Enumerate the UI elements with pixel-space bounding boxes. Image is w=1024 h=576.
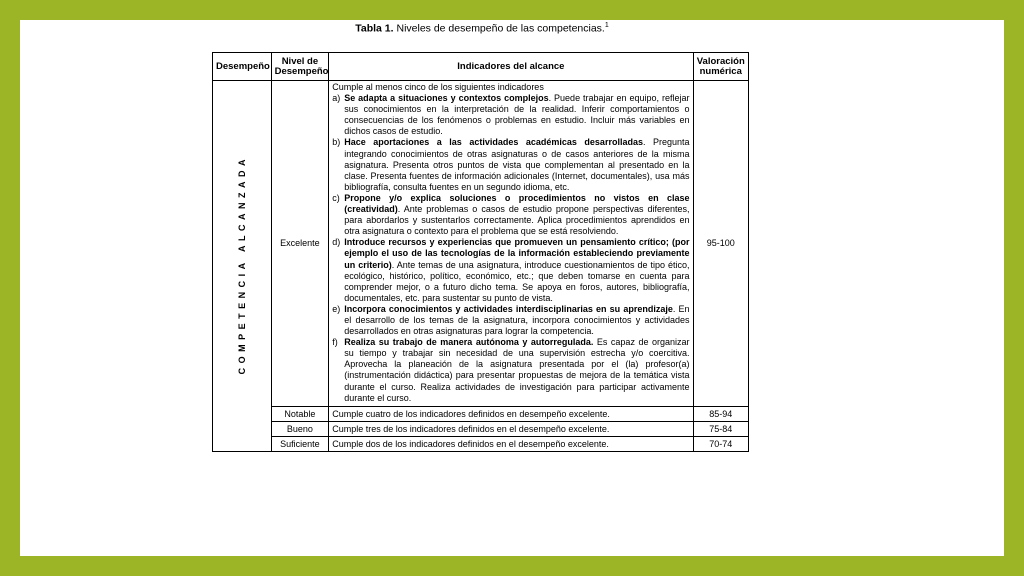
level-suficiente: Suficiente bbox=[271, 436, 329, 451]
indicator-title: Incorpora conocimientos y actividades interdisciplinarias en su aprendizaje bbox=[344, 303, 673, 314]
header-desempeno: Desempeño bbox=[213, 53, 272, 81]
indicator-title: Hace aportaciones a las actividades académicas desarrolladas bbox=[344, 137, 643, 148]
table-caption bbox=[212, 22, 752, 35]
row-notable bbox=[213, 406, 749, 421]
indicator-notable: Cumple cuatro de los indicadores definidos en desempeño excelente. bbox=[329, 406, 693, 421]
indicator-title: Se adapta a situaciones y contextos complejos bbox=[344, 93, 549, 104]
indicator-text: . Puede trabajar en equipo, reflejar sus conocimientos en la interpretación de la realidad. Inferir comportamientos o consecuencias de los fenómenos o problemas en estudio. Incluir más variables en dichos casos de estudio. bbox=[344, 93, 690, 137]
indicator-text: . En el desarrollo de los temas de la asignatura, incorpora conocimientos y actividades desarrollados en otras asignaturas para lograr la competencia. bbox=[344, 303, 690, 337]
score-excelente: 95-100 bbox=[693, 81, 748, 407]
level-bueno: Bueno bbox=[271, 421, 329, 436]
level-notable: Notable bbox=[271, 406, 329, 421]
indicator-item bbox=[332, 304, 689, 337]
header-indicadores: Indicadores del alcance bbox=[329, 53, 693, 81]
caption-footnote-mark: 1 bbox=[604, 22, 609, 29]
indicator-letter: f) bbox=[332, 337, 338, 348]
indicator-letter: e) bbox=[332, 303, 341, 314]
caption-text: Niveles de desempeño de las competencias. bbox=[393, 22, 605, 35]
header-row bbox=[213, 53, 749, 81]
indicator-text: . Ante problemas o casos de estudio propone perspectivas diferentes, para abordarlos y sustentarlos correctamente. Aplica procedimientos aprendidos en otra asignatura o contexto para el problema que se está resolviendo. bbox=[344, 204, 690, 237]
score-suficiente: 70-74 bbox=[693, 436, 748, 451]
score-bueno: 75-84 bbox=[693, 421, 748, 436]
performance-levels-table bbox=[212, 52, 749, 452]
level-excelente: Excelente bbox=[271, 81, 329, 407]
indicator-text: Es capaz de organizar su tiempo y trabajar sin necesidad de una supervisión estrecha y/o coercitiva. Aprovecha la planeación de la asignatura presentada por el (la) profesor(a) (instrumentación didáctica) para presentar propuestas de mejora de la temática vista durante el curso. Realiza actividades de investigación para participar activamente durante el curso. bbox=[344, 337, 690, 403]
row-excelente bbox=[213, 81, 749, 407]
indicator-bueno: Cumple tres de los indicadores definidos en el desempeño excelente. bbox=[329, 421, 693, 436]
indicator-item bbox=[332, 93, 689, 137]
indicator-item bbox=[332, 193, 689, 237]
indicator-title: Propone y/o explica soluciones o procedimientos no vistos en clase (creatividad) bbox=[344, 192, 690, 215]
indicator-letter: a) bbox=[332, 93, 341, 104]
indicator-text: . Ante temas de una asignatura, introduce cuestionamientos de tipo ético, ecológico, histórico, político, económico, etc.; que deben tomarse en cuenta para comprender mejor, o a futuro dicho tema. Se apoya en foros, autores, bibliografía, documentales, etc. para sustentar su punto de vista. bbox=[344, 259, 690, 303]
group-label: COMPETENCIA ALCANZADA bbox=[236, 155, 247, 375]
indicator-title: Realiza su trabajo de manera autónoma y autorregulada. bbox=[344, 337, 594, 348]
indicator-title: Introduce recursos y experiencias que promueven un pensamiento crítico; (por ejemplo el uso de las tecnologías de la información estableciendo previamente un criterio) bbox=[344, 237, 690, 270]
indicators-excelente bbox=[329, 81, 693, 407]
indicator-text: . Pregunta integrando conocimientos de otras asignaturas o de casos anteriores de la misma asignatura. Presenta otros puntos de vista que complementan al presentado en la clase. Presenta fuentes de información adicionales (Internet, documentales), usa más bibliografía, consulta fuentes en un segundo idioma, etc. bbox=[344, 137, 690, 192]
header-nivel: Nivel de Desempeño bbox=[271, 53, 329, 81]
header-valoracion: Valoración numérica bbox=[693, 53, 748, 81]
indicator-letter: b) bbox=[332, 137, 341, 148]
score-notable: 85-94 bbox=[693, 406, 748, 421]
row-suficiente bbox=[213, 436, 749, 451]
row-bueno bbox=[213, 421, 749, 436]
slide bbox=[20, 20, 1004, 556]
indicators-intro: Cumple al menos cinco de los siguientes indicadores bbox=[332, 82, 544, 92]
indicator-letter: c) bbox=[332, 192, 340, 203]
indicator-item bbox=[332, 137, 689, 192]
indicator-letter: d) bbox=[332, 237, 341, 248]
indicator-suficiente: Cumple dos de los indicadores definidos en el desempeño excelente. bbox=[329, 436, 693, 451]
document-page bbox=[212, 20, 752, 556]
indicator-item bbox=[332, 237, 689, 304]
caption-label: Tabla 1. bbox=[355, 22, 394, 35]
group-cell bbox=[213, 81, 272, 452]
indicator-item bbox=[332, 337, 689, 404]
